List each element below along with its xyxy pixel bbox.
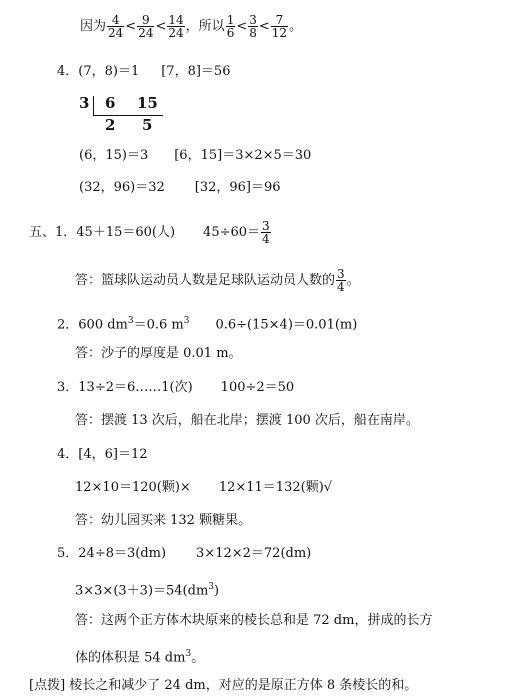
fraction: $\frac{3}{4}$ [262,219,270,246]
question-5 [57,545,311,563]
calc-text: 5．24÷8＝3(dm) [57,546,167,561]
period: 。 [346,273,360,288]
calc-text: 五、1．45＋15＝60(人) [29,225,176,240]
lcm-expression: [32，96]＝96 [194,180,281,195]
question-4 [57,446,148,464]
less-than: < [155,19,167,34]
gcd-text: 4．(7，8)＝1 [57,64,140,79]
section-5-q1 [29,220,272,245]
answer-text: 答：幼儿园买来 132 颗糖果。 [75,513,252,528]
question-3 [57,379,294,397]
superscript: 3 [208,582,215,592]
answer-2 [75,345,242,363]
prefix-text: 因为 [80,19,107,34]
fraction: $\frac{1}{6}$ [226,13,235,40]
fraction: $\frac{3}{8}$ [249,13,257,40]
fraction-comparison-line [80,14,302,39]
question-4-check [75,479,332,497]
calc-text: 2．600 dm [57,317,128,333]
calc-text: 12×10＝120(颗)× [75,480,191,495]
gcd-expression: (6，15)＝3 [79,148,149,163]
answer-text: 答：摆渡 13 次后，船在北岸；摆渡 100 次后，船在南岸。 [75,413,419,428]
question-2 [57,312,357,334]
calc-text: ＝0.6 m [133,317,184,333]
question-5-volume [75,578,219,600]
calc-text: 3×3×(3＋3)＝54(dm [75,583,209,599]
calc-text: 100÷2＝50 [220,380,295,395]
less-than: < [125,19,137,34]
division-bracket [93,96,94,115]
fraction: $\frac{9}{24}$ [138,13,154,40]
calc-text: 3．13÷2＝6……1(次) [57,380,193,395]
division-underline [93,115,163,116]
calc-text: 3×12×2＝72(dm) [196,546,312,561]
fraction: $\frac{14}{24}$ [168,13,184,40]
dividend-2: 15 [137,94,158,112]
tip-line [29,677,417,695]
fraction: $\frac{7}{12}$ [271,13,288,40]
short-division [79,94,169,138]
answer-1 [75,268,360,293]
lcm-text: [7，8]＝56 [161,64,231,79]
answer-text: 答：沙子的厚度是 0.01 m。 [75,346,242,361]
superscript: 3 [185,649,192,659]
tip-text: [点拨] 棱长之和减少了 24 dm，对应的是原正方体 8 条棱长的和。 [29,678,418,693]
answer-text: 答：篮球队运动员人数是足球队运动员人数的 [75,273,336,288]
answer-4 [75,512,251,530]
answer-5-line-1 [75,612,432,630]
superscript: 3 [183,316,190,326]
conclusion-text: ，所以 [185,19,225,34]
item-4-line [57,63,230,81]
calc-text: ) [214,583,220,599]
gcd-line-1 [79,147,311,165]
answer-5-line-2 [75,645,204,667]
less-than: < [236,19,248,34]
calc-text: 12×11＝132(颗)√ [218,480,333,495]
divisor: 3 [79,94,90,112]
answer-3 [75,412,419,430]
dividend-1: 6 [105,94,116,112]
quotient-1: 2 [105,116,116,134]
fraction: $\frac{4}{24}$ [108,13,124,40]
calc-text: 0.6÷(15×4)＝0.01(m) [215,317,358,333]
answer-text: 答：这两个正方体木块原来的棱长总和是 72 dm，拼成的长方 [75,613,433,628]
period: 。 [289,19,303,34]
fraction: $\frac{3}{4}$ [337,267,345,294]
calc-text: 4．[4，6]＝12 [57,447,148,462]
superscript: 3 [127,316,134,326]
less-than: < [258,19,270,34]
answer-text: 体的体积是 54 dm [75,650,186,666]
lcm-expression: [6，15]＝3×2×5＝30 [174,148,312,163]
period: 。 [191,650,205,666]
gcd-expression: (32，96)＝32 [79,180,165,195]
quotient-2: 5 [142,116,153,134]
calc-text: 45÷60＝ [203,225,261,240]
gcd-line-2 [79,179,281,197]
